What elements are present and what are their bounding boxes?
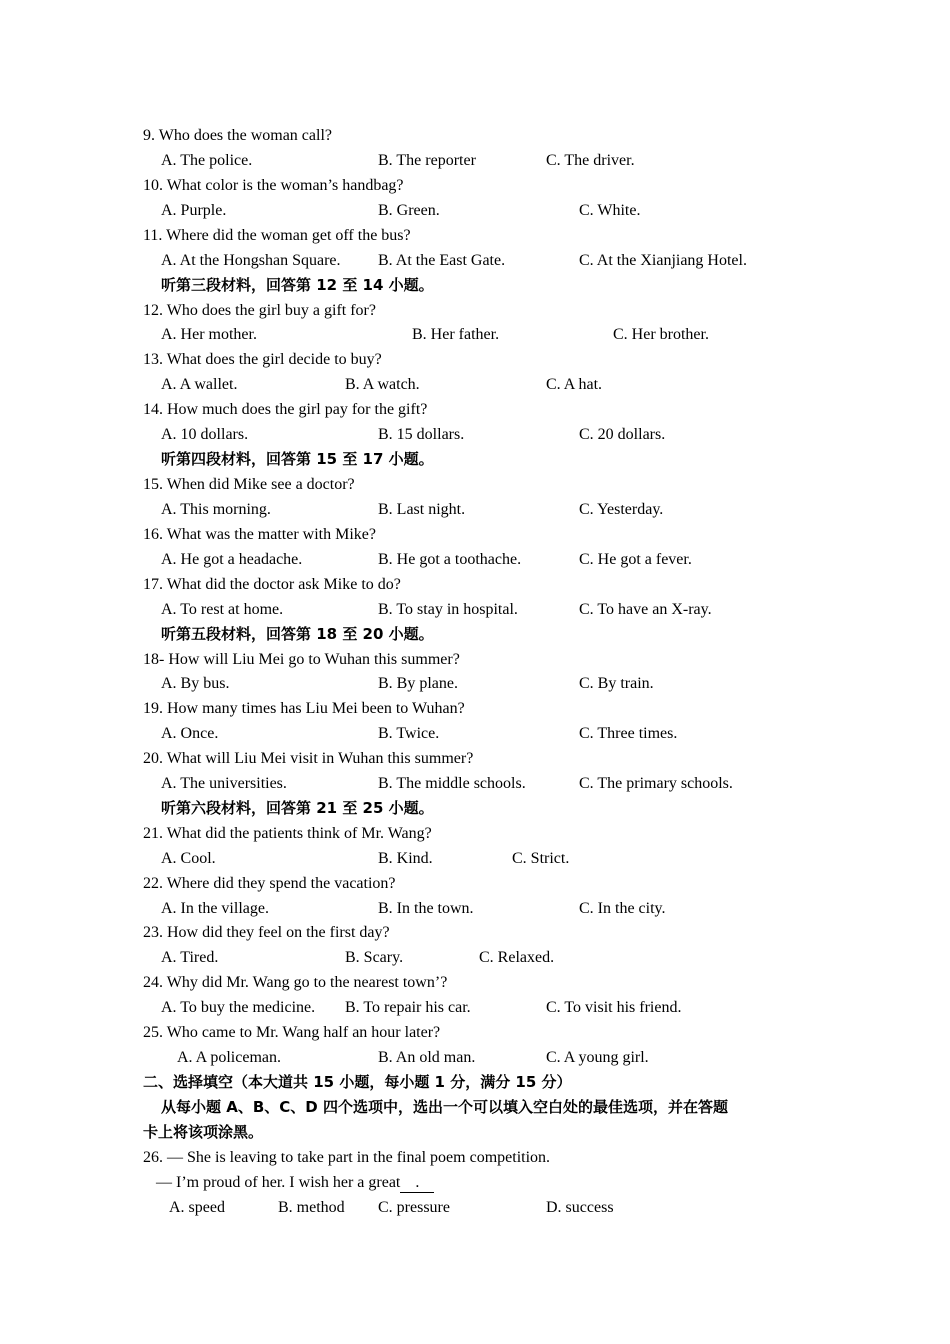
options-16 [0, 547, 950, 572]
option-a: A. To buy the medicine. [161, 999, 316, 1016]
question-text: 13. What does the girl decide to buy? [143, 351, 382, 368]
question-24 [0, 970, 950, 995]
options-21 [0, 846, 950, 871]
question-14 [0, 397, 950, 422]
question-10 [0, 173, 950, 198]
option-a: A. Her mother. [161, 326, 257, 343]
option-a: A. A policeman. [177, 1049, 281, 1066]
question-reply-text [156, 1170, 434, 1195]
option-b: B. 15 dollars. [378, 426, 465, 443]
question-9 [0, 123, 950, 148]
question-18 [0, 647, 950, 672]
question-23 [0, 920, 950, 945]
question-text: 17. What did the doctor ask Mike to do? [143, 576, 401, 593]
option-b: B. By plane. [378, 675, 458, 692]
question-16 [0, 522, 950, 547]
option-a: A. Tired. [161, 949, 219, 966]
option-c: C. The primary schools. [579, 775, 733, 792]
question-21 [0, 821, 950, 846]
options-23 [0, 945, 950, 970]
option-c: C. Yesterday. [579, 501, 664, 518]
option-b: B. Her father. [412, 326, 500, 343]
option-c: C. A young girl. [546, 1049, 649, 1066]
section-heading-5 [0, 622, 950, 647]
options-18 [0, 671, 950, 696]
options-17 [0, 597, 950, 622]
options-19 [0, 721, 950, 746]
option-c: C. The driver. [546, 152, 635, 169]
option-c: C. By train. [579, 675, 654, 692]
option-b: B. The middle schools. [378, 775, 526, 792]
part2-instruction [0, 1095, 950, 1120]
option-a: A. This morning. [161, 501, 271, 518]
question-text: 15. When did Mike see a doctor? [143, 476, 355, 493]
section-text: 听第六段材料，回答第 21 至 25 小题。 [161, 799, 434, 817]
question-text: 19. How many times has Liu Mei been to Wuhan? [143, 700, 465, 717]
options-20 [0, 771, 950, 796]
option-b: B. Green. [378, 202, 440, 219]
options-26 [0, 1195, 950, 1220]
option-a: A. Once. [161, 725, 219, 742]
part2-instruction-cont [0, 1120, 950, 1145]
options-13 [0, 372, 950, 397]
options-12 [0, 322, 950, 347]
option-c: C. Her brother. [613, 326, 709, 343]
option-a: A. Cool. [161, 850, 216, 867]
question-19 [0, 696, 950, 721]
options-25 [0, 1045, 950, 1070]
option-a: A. The police. [161, 152, 253, 169]
section-text: 听第四段材料，回答第 15 至 17 小题。 [161, 450, 434, 468]
option-c: C. Relaxed. [479, 949, 555, 966]
option-a: A. speed [169, 1199, 225, 1216]
section-heading-6 [0, 796, 950, 821]
option-a: A. At the Hongshan Square. [161, 252, 341, 269]
option-b: B. method [278, 1199, 345, 1216]
question-26-reply [0, 1170, 950, 1195]
question-text: 25. Who came to Mr. Wang half an hour later? [143, 1024, 441, 1041]
option-b: B. An old man. [378, 1049, 476, 1066]
question-text: 21. What did the patients think of Mr. Wang? [143, 825, 432, 842]
option-c: C. To visit his friend. [546, 999, 682, 1016]
option-a: A. Purple. [161, 202, 227, 219]
question-text: 20. What will Liu Mei visit in Wuhan this summer? [143, 750, 474, 767]
question-text: 12. Who does the girl buy a gift for? [143, 302, 376, 319]
options-15 [0, 497, 950, 522]
option-a: A. By bus. [161, 675, 230, 692]
question-text: 22. Where did they spend the vacation? [143, 875, 396, 892]
option-b: B. To repair his car. [345, 999, 471, 1016]
question-17 [0, 572, 950, 597]
option-b: B. In the town. [378, 900, 474, 917]
option-a: A. 10 dollars. [161, 426, 249, 443]
question-26 [0, 1145, 950, 1170]
question-text: 23. How did they feel on the first day? [143, 924, 390, 941]
question-15 [0, 472, 950, 497]
options-14 [0, 422, 950, 447]
answer-blank: . [400, 1174, 434, 1193]
option-c: C. A hat. [546, 376, 603, 393]
option-b: B. To stay in hospital. [378, 601, 518, 618]
option-c: C. White. [579, 202, 641, 219]
option-b: B. He got a toothache. [378, 551, 522, 568]
option-b: B. Scary. [345, 949, 404, 966]
option-b: B. At the East Gate. [378, 252, 506, 269]
option-a: A. He got a headache. [161, 551, 303, 568]
question-text: 26. — She is leaving to take part in the final poem competition. [143, 1149, 551, 1166]
option-c: C. At the Xianjiang Hotel. [579, 252, 747, 269]
option-b: B. The reporter [378, 152, 476, 169]
option-a: A. The universities. [161, 775, 287, 792]
options-22 [0, 896, 950, 921]
question-text: 14. How much does the girl pay for the gift? [143, 401, 428, 418]
question-text: 9. Who does the woman call? [143, 127, 332, 144]
option-c: C. Three times. [579, 725, 678, 742]
question-text: 10. What color is the woman’s handbag? [143, 177, 404, 194]
section-heading-3 [0, 273, 950, 298]
section-text: 听第五段材料，回答第 18 至 20 小题。 [161, 625, 434, 643]
option-c: C. 20 dollars. [579, 426, 666, 443]
question-20 [0, 746, 950, 771]
options-24 [0, 995, 950, 1020]
part2-heading [0, 1070, 950, 1095]
option-c: C. To have an X-ray. [579, 601, 712, 618]
question-13 [0, 347, 950, 372]
options-9 [0, 148, 950, 173]
section-text: 听第三段材料，回答第 12 至 14 小题。 [161, 276, 434, 294]
options-10 [0, 198, 950, 223]
option-a: A. To rest at home. [161, 601, 284, 618]
question-text: 24. Why did Mr. Wang go to the nearest town’? [143, 974, 448, 991]
option-a: A. In the village. [161, 900, 269, 917]
option-b: B. Kind. [378, 850, 433, 867]
reply-text: — I’m proud of her. I wish her a great [156, 1174, 401, 1191]
option-b: B. Last night. [378, 501, 466, 518]
option-b: B. Twice. [378, 725, 440, 742]
question-text: 16. What was the matter with Mike? [143, 526, 376, 543]
option-c: C. In the city. [579, 900, 666, 917]
part2-instruction-line1: 从每小题 A、B、C、D 四个选项中，选出一个可以填入空白处的最佳选项，并在答题 [161, 1098, 728, 1116]
option-b: B. A watch. [345, 376, 420, 393]
option-c: C. pressure [378, 1199, 450, 1216]
part2-heading-text: 二、选择填空（本大道共 15 小题，每小题 1 分，满分 15 分） [143, 1073, 572, 1091]
question-text: 11. Where did the woman get off the bus? [143, 227, 411, 244]
option-c: C. He got a fever. [579, 551, 692, 568]
question-25 [0, 1020, 950, 1045]
question-text: 18- How will Liu Mei go to Wuhan this summer? [143, 651, 460, 668]
question-22 [0, 871, 950, 896]
question-11 [0, 223, 950, 248]
options-11 [0, 248, 950, 273]
part2-instruction-line2: 卡上将该项涂黑。 [143, 1123, 264, 1141]
question-12 [0, 298, 950, 323]
option-c: C. Strict. [512, 850, 570, 867]
option-a: A. A wallet. [161, 376, 238, 393]
section-heading-4 [0, 447, 950, 472]
option-d: D. success [546, 1199, 614, 1216]
